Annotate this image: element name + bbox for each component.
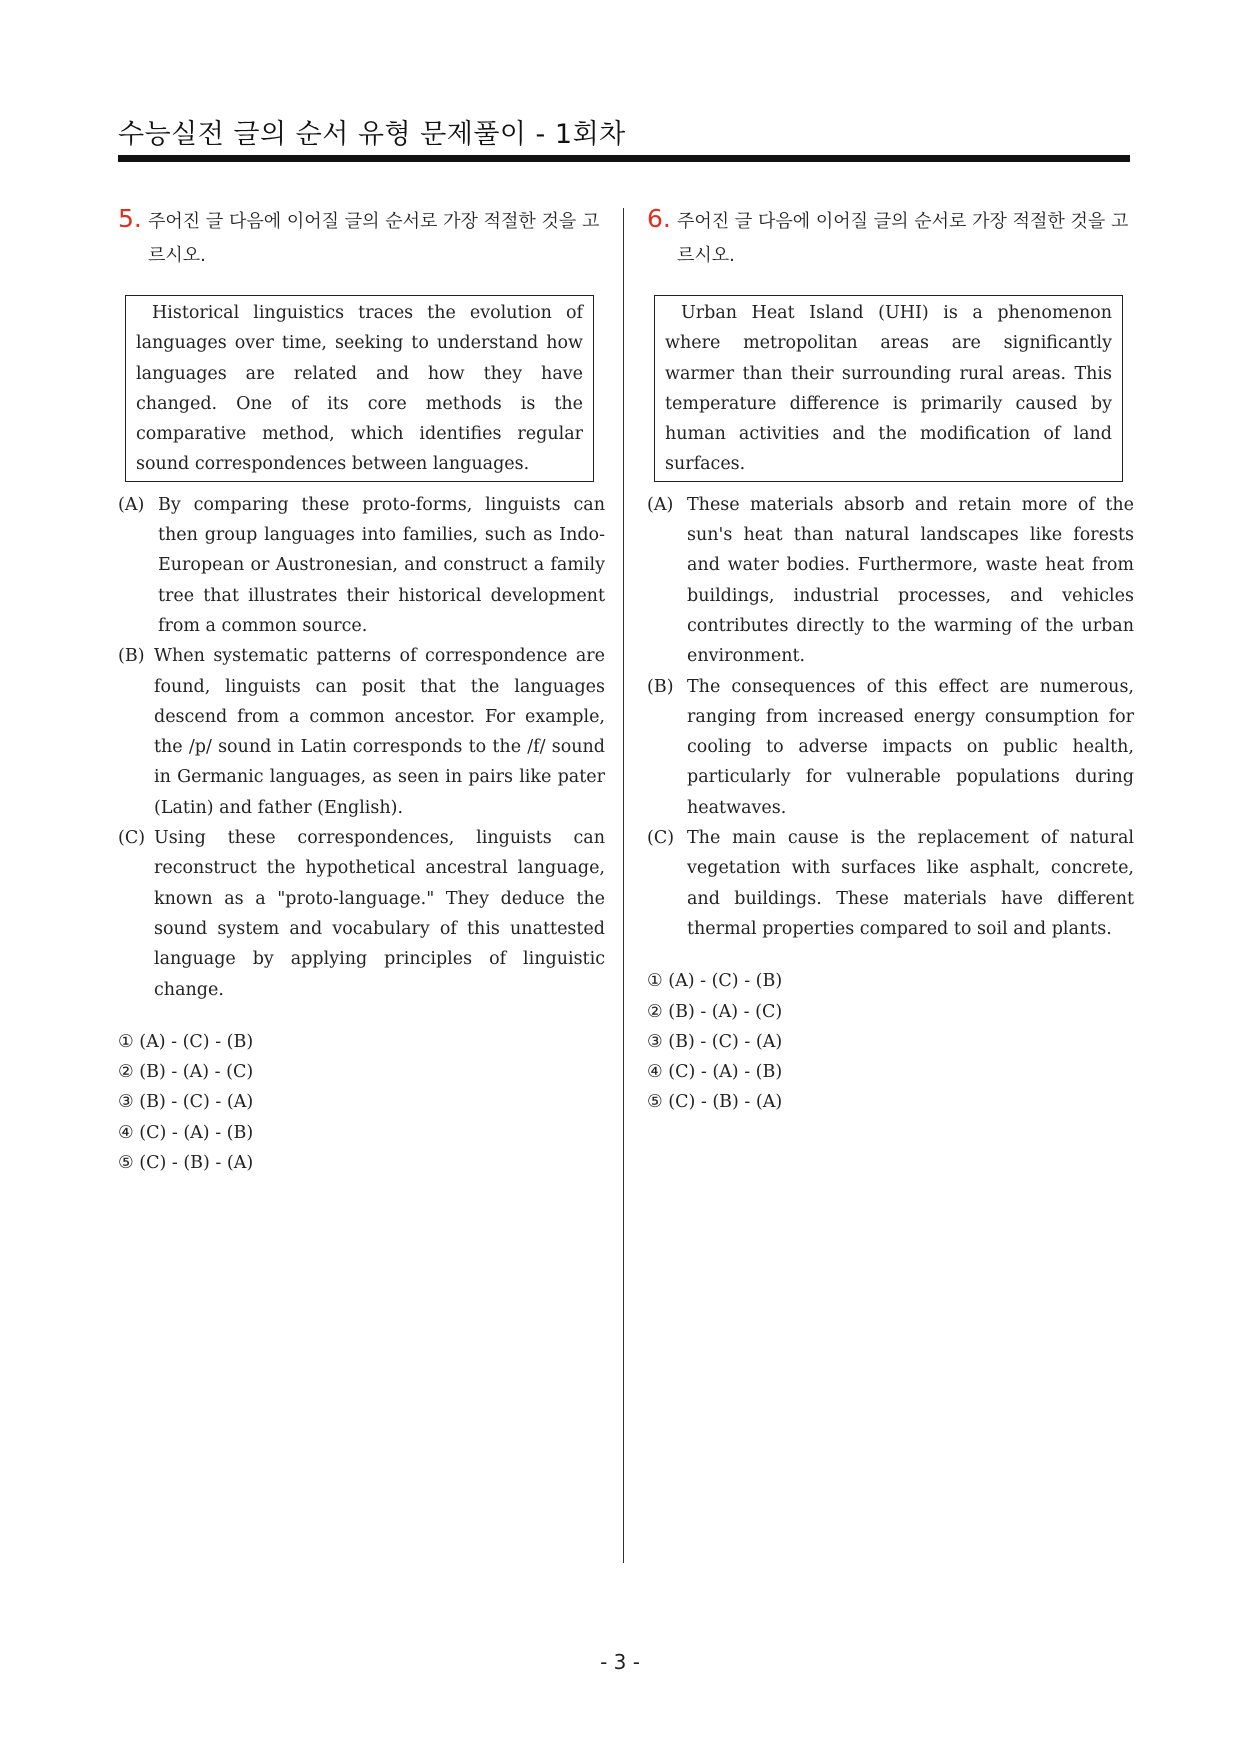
page-title: 수능실전 글의 순서 유형 문제풀이 - 1회차 [118, 119, 626, 150]
question-prompt: 주어진 글 다음에 이어질 글의 순서로 가장 적절한 것을 고르시오. [677, 211, 1129, 266]
given-passage-box [125, 295, 594, 482]
paragraph-tag: (C) [118, 828, 146, 849]
choice-3[interactable]: ③ (B) - (C) - (A) [118, 1092, 254, 1113]
choice-2[interactable]: ② (B) - (A) - (C) [118, 1062, 254, 1083]
answer-choices [118, 1027, 605, 1178]
paragraph-text: By comparing these proto-forms, linguists can then group languages into families, such as Indo-European or Austronesian, and construct a family tree that illustrates their historical development from a common source. [158, 494, 605, 636]
paragraph-tag: (A) [647, 494, 674, 515]
choice-4[interactable]: ④ (C) - (A) - (B) [118, 1122, 254, 1143]
question-5 [118, 205, 605, 1178]
paragraph-text: These materials absorb and retain more of the sun's heat than natural landscapes like forests and water bodies. Furthermore, waste heat from buildings, industrial processes, and vehicles contributes directly to the warming of the urban environment. [687, 494, 1134, 667]
paragraph-c [647, 823, 1134, 944]
paragraph-c [118, 823, 605, 1005]
choice-2[interactable]: ② (B) - (A) - (C) [647, 1001, 783, 1022]
paragraph-b [118, 641, 605, 823]
choice-3[interactable]: ③ (B) - (C) - (A) [647, 1031, 783, 1052]
choice-1[interactable]: ① (A) - (C) - (B) [647, 971, 783, 992]
paragraph-a [647, 490, 1134, 672]
question-header [647, 205, 1134, 273]
paragraph-tag: (A) [118, 494, 145, 515]
question-number: 6. [647, 204, 671, 233]
header-rule [118, 155, 1130, 162]
choice-5[interactable]: ⑤ (C) - (B) - (A) [118, 1153, 254, 1174]
answer-choices [647, 966, 1134, 1117]
question-header [118, 205, 605, 273]
paragraph-text: Using these correspondences, linguists can reconstruct the hypothetical ancestral language, known as a "proto-language." They deduce the sound system and vocabulary of this unattested language by applying principles of linguistic change. [154, 828, 605, 1000]
paragraph-a [118, 490, 605, 641]
paragraph-tag: (B) [118, 646, 145, 667]
question-prompt: 주어진 글 다음에 이어질 글의 순서로 가장 적절한 것을 고르시오. [148, 211, 600, 266]
choice-5[interactable]: ⑤ (C) - (B) - (A) [647, 1092, 783, 1113]
question-6 [647, 205, 1134, 1118]
given-passage-text: Historical linguistics traces the evolution of languages over time, seeking to understand how languages are related and how they have changed. One of its core methods is the comparative method, which identifies regular sound correspondences between languages. [136, 303, 583, 475]
paragraph-b [647, 672, 1134, 823]
paragraph-tag: (B) [647, 676, 674, 697]
column-divider [623, 208, 624, 1563]
choice-4[interactable]: ④ (C) - (A) - (B) [647, 1062, 783, 1083]
given-passage-text: Urban Heat Island (UHI) is a phenomenon where metropolitan areas are significantly warmer than their surrounding rural areas. This temperature difference is primarily caused by human activities and the modification of land surfaces. [665, 303, 1112, 475]
paragraph-text: When systematic patterns of correspondence are found, linguists can posit that the languages descend from a common ancestor. For example, the /p/ sound in Latin corresponds to the /f/ sound in Germanic languages, as seen in pairs like pater (Latin) and father (English). [154, 646, 605, 818]
paragraph-text: The main cause is the replacement of natural vegetation with surfaces like asphalt, concrete, and buildings. These materials have different thermal properties compared to soil and plants. [687, 828, 1134, 939]
paragraph-text: The consequences of this effect are numerous, ranging from increased energy consumption for cooling to adverse impacts on public health, particularly for vulnerable populations during heatwaves. [687, 676, 1134, 818]
question-number: 5. [118, 204, 142, 233]
choice-1[interactable]: ① (A) - (C) - (B) [118, 1031, 254, 1052]
paragraph-tag: (C) [647, 828, 675, 849]
given-passage-box [654, 295, 1123, 482]
page-number: - 3 - [600, 1650, 640, 1674]
